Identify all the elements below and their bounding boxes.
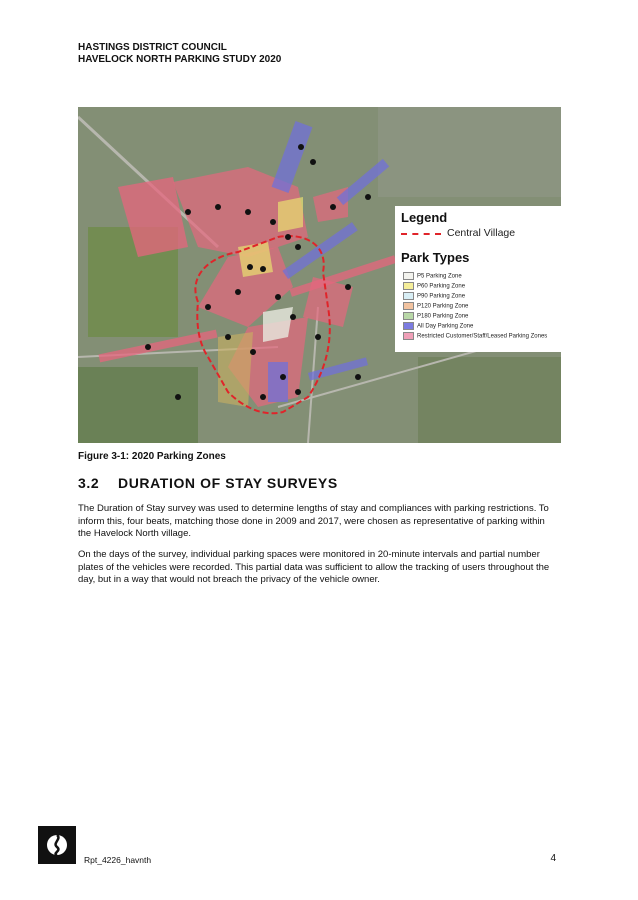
legend-central-village: Central Village <box>447 227 516 239</box>
legend-item <box>403 292 465 300</box>
legend-item-label: P5 Parking Zone <box>417 273 462 280</box>
paragraph-2: On the days of the survey, individual parking spaces were monitored in 20-minute intervals and partial number plates of the vehicles were recorded. This partial data was sufficient to allow the tracking of users throughout the day, but in a way that would not breach the privacy of the vehicle owner. <box>78 549 550 585</box>
legend-item <box>403 272 462 280</box>
legend-park-types-title: Park Types <box>401 250 470 265</box>
legend-item <box>403 322 473 330</box>
parking-zones-map <box>78 107 561 443</box>
legend-swatch <box>403 322 414 330</box>
section-heading <box>78 475 338 491</box>
company-logo <box>38 826 76 864</box>
section-number: 3.2 <box>78 475 100 491</box>
legend-item-label: P180 Parking Zone <box>417 313 469 320</box>
legend-item-label: All Day Parking Zone <box>417 323 474 330</box>
legend-item <box>403 332 547 340</box>
legend-item-label: P90 Parking Zone <box>417 293 466 300</box>
legend-swatch <box>403 292 414 300</box>
legend-swatch <box>403 302 414 310</box>
legend-swatch <box>403 332 414 340</box>
legend-item-label: P120 Parking Zone <box>417 303 469 310</box>
legend-item <box>403 312 468 320</box>
legend-item-label: Restricted Customer/Staff/Leased Parking Zones <box>417 333 548 340</box>
legend-swatch <box>403 312 414 320</box>
legend-item <box>403 282 465 290</box>
document-header <box>78 42 281 66</box>
legend-swatch <box>403 272 414 280</box>
central-village-line-icon <box>401 233 441 235</box>
header-council: HASTINGS DISTRICT COUNCIL <box>78 42 227 53</box>
map-legend <box>395 206 561 352</box>
legend-title: Legend <box>401 210 448 225</box>
report-reference: Rpt_4226_havnth <box>84 855 152 865</box>
legend-swatch <box>403 282 414 290</box>
legend-item <box>403 302 468 310</box>
logo-mark-icon <box>38 826 76 864</box>
page-number: 4 <box>550 853 556 864</box>
paragraph-1: The Duration of Stay survey was used to determine lengths of stay and compliances with parking restrictions. To inform this, four beats, matching those done in 2009 and 2017, were chosen as representative of parking within the Havelock North village. <box>78 503 549 539</box>
section-title: DURATION OF STAY SURVEYS <box>118 475 338 491</box>
legend-item-label: P60 Parking Zone <box>417 283 466 290</box>
header-study: HAVELOCK NORTH PARKING STUDY 2020 <box>78 54 282 65</box>
figure-caption: Figure 3-1: 2020 Parking Zones <box>78 451 226 462</box>
